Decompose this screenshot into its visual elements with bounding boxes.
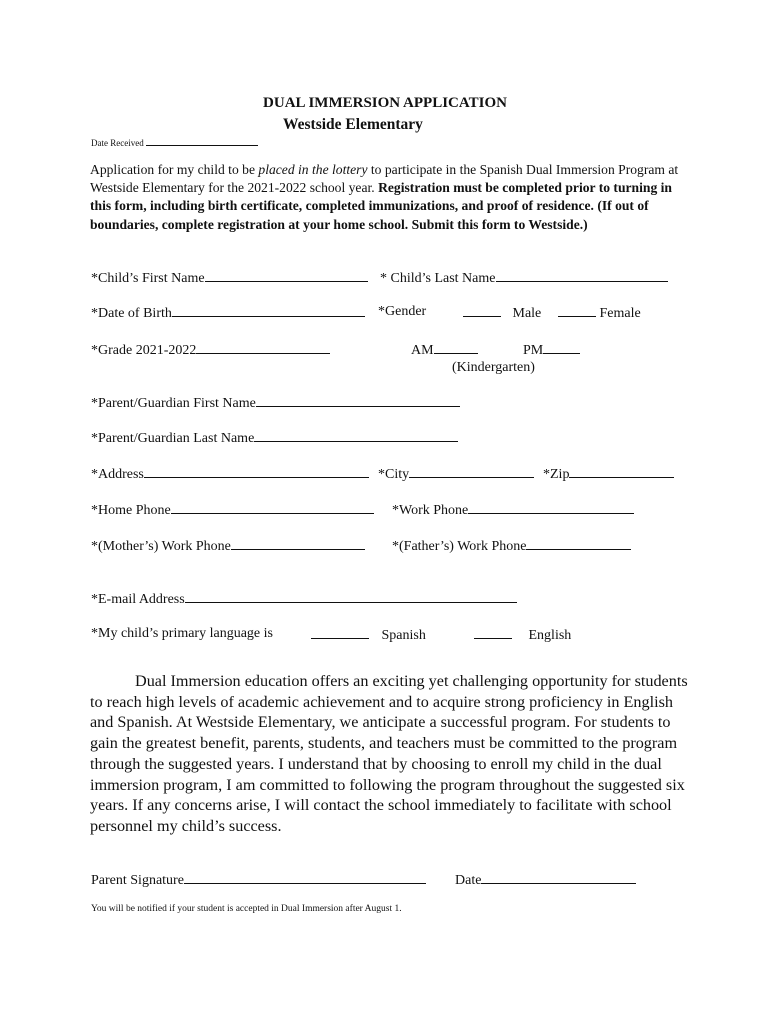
signature-date-label: Date: [455, 873, 482, 888]
dob-label: *Date of Birth: [91, 306, 172, 321]
gender-female-label: Female: [599, 306, 641, 321]
email-field[interactable]: [185, 590, 517, 603]
address-field[interactable]: [144, 465, 369, 478]
intro-bold: Registration must be completed prior to turning in this form, including birth certificate, completed immunizations, and proof of residence. (If out of boundaries, complete registration at your home school. Submit this form to Westside.): [90, 180, 672, 232]
kindergarten-note: (Kindergarten): [452, 360, 535, 375]
language-label: *My child’s primary language is: [91, 626, 273, 641]
pm-row: [523, 341, 580, 359]
am-label: AM: [411, 343, 434, 358]
gender-female-field[interactable]: [558, 304, 596, 317]
grade-label: *Grade 2021-2022: [91, 343, 197, 358]
language-english-row: [474, 626, 571, 644]
language-english-field[interactable]: [474, 626, 512, 639]
pm-label: PM: [523, 343, 544, 358]
intro-text-2: to participate in the Spanish Dual Immersion Program at Westside Elementary for the 2021-2022 school year.: [90, 162, 679, 196]
home-phone-label: *Home Phone: [91, 503, 171, 518]
date-received-label: Date Received: [91, 138, 144, 148]
child-last-name-row: [380, 269, 668, 287]
intro-paragraph: [90, 161, 690, 234]
gender-label: *Gender: [378, 304, 427, 319]
dob-field[interactable]: [172, 304, 365, 317]
date-received-field[interactable]: [146, 137, 258, 146]
child-last-name-field[interactable]: [496, 269, 668, 282]
language-spanish-row: [311, 626, 426, 644]
city-field[interactable]: [409, 465, 534, 478]
parent-first-name-label: *Parent/Guardian First Name: [91, 396, 256, 411]
parent-last-name-label: *Parent/Guardian Last Name: [91, 431, 255, 446]
signature-date-field[interactable]: [481, 871, 636, 884]
city-row: [378, 465, 534, 483]
mother-work-phone-field[interactable]: [231, 537, 365, 550]
child-last-name-label: * Child’s Last Name: [380, 271, 496, 286]
address-row: [91, 465, 369, 483]
email-label: *E-mail Address: [91, 592, 185, 607]
school-name: Westside Elementary: [283, 116, 423, 133]
notification-note: You will be notified if your student is accepted in Dual Immersion after August 1.: [91, 904, 402, 914]
gender-male-label: Male: [512, 306, 542, 321]
am-field[interactable]: [434, 341, 478, 354]
zip-field[interactable]: [569, 465, 674, 478]
language-english-label: English: [528, 628, 572, 643]
intro-text-1: Application for my child to be: [90, 162, 259, 177]
parent-signature-field[interactable]: [184, 871, 426, 884]
mother-work-phone-label: *(Mother’s) Work Phone: [91, 539, 231, 554]
father-work-phone-row: [392, 537, 631, 555]
home-phone-field[interactable]: [171, 501, 374, 514]
address-label: *Address: [91, 467, 144, 482]
language-spanish-label: Spanish: [381, 628, 426, 643]
child-first-name-row: [91, 269, 368, 287]
father-work-phone-label: *(Father’s) Work Phone: [392, 539, 527, 554]
gender-male-row: [463, 304, 541, 322]
intro-italic: placed in the lottery: [258, 162, 368, 177]
title-text: DUAL IMMERSION APPLICATION: [263, 95, 507, 111]
parent-last-name-row: [91, 429, 458, 447]
parent-last-name-field[interactable]: [254, 429, 458, 442]
pm-field[interactable]: [543, 341, 580, 354]
grade-field[interactable]: [196, 341, 330, 354]
mother-work-phone-row: [91, 537, 365, 555]
signature-date-row: [455, 871, 636, 889]
gender-male-field[interactable]: [463, 304, 501, 317]
parent-first-name-field[interactable]: [256, 394, 460, 407]
zip-label: *Zip: [543, 467, 570, 482]
parent-signature-label: Parent Signature: [91, 873, 184, 888]
home-phone-row: [91, 501, 374, 519]
zip-row: [543, 465, 674, 483]
child-first-name-field[interactable]: [205, 269, 368, 282]
am-row: [411, 341, 478, 359]
form-title: [0, 95, 770, 112]
grade-row: [91, 341, 330, 359]
work-phone-field[interactable]: [468, 501, 634, 514]
parent-first-name-row: [91, 394, 460, 412]
gender-female-row: [558, 304, 641, 322]
email-row: [91, 590, 517, 608]
date-received-row: [91, 137, 258, 148]
language-spanish-field[interactable]: [311, 626, 369, 639]
commitment-paragraph: Dual Immersion education offers an exciting yet challenging opportunity for students to reach high levels of academic achievement and to acquire strong proficiency in English and Spanish. At Westside Elementary, we anticipate a successful program. For students to gain the greatest benefit, parents, students, and teachers must be committed to the program through the suggested years. I understand that by choosing to enroll my child in the dual immersion program, I am committed to following the program throughout the suggested six years. If any concerns arise, I will contact the school immediately to facilitate with school personnel my child’s success.: [90, 672, 688, 835]
work-phone-label: *Work Phone: [392, 503, 469, 518]
father-work-phone-field[interactable]: [526, 537, 631, 550]
work-phone-row: [392, 501, 634, 519]
child-first-name-label: *Child’s First Name: [91, 271, 205, 286]
city-label: *City: [378, 467, 410, 482]
parent-signature-row: [91, 871, 426, 889]
dob-row: [91, 304, 365, 322]
